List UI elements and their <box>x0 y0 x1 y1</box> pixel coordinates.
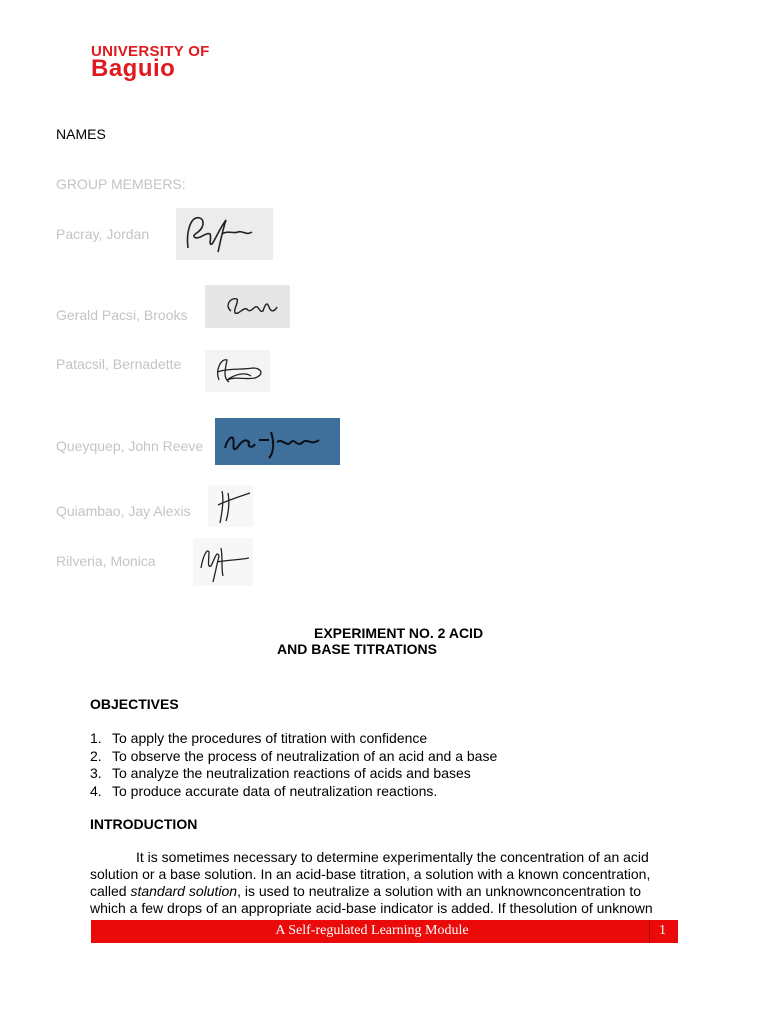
objectives-list <box>90 730 497 800</box>
italic-term: standard solution <box>130 883 238 899</box>
footer-divider <box>649 920 650 943</box>
objectives-heading: OBJECTIVES <box>90 696 179 712</box>
signature-image <box>215 418 340 465</box>
signature-image <box>205 285 290 328</box>
signature-image <box>176 208 273 260</box>
member-name: Queyquep, John Reeve <box>56 438 204 454</box>
member-name: Gerald Pacsi, Brooks <box>56 307 188 323</box>
member-name: Quiambao, Jay Alexis <box>56 503 191 519</box>
footer-text: A Self-regulated Learning Module <box>275 923 469 938</box>
list-item: 4. To produce accurate data of neutralization reactions. <box>90 782 438 799</box>
list-item: 3. To analyze the neutralization reactions of acids and bases <box>90 765 471 781</box>
university-logo-line1: UNIVERSITY OF <box>91 43 210 60</box>
member-name: Pacray, Jordan <box>56 226 150 242</box>
footer-bar <box>91 920 678 943</box>
list-item: 1. To apply the procedures of titration with confidence <box>90 730 428 746</box>
experiment-title-line2: AND BASE TITRATIONS <box>277 641 437 657</box>
names-label: NAMES <box>56 126 106 142</box>
signature-image <box>193 538 253 586</box>
group-members-label: GROUP MEMBERS: <box>56 176 186 192</box>
introduction-heading: INTRODUCTION <box>90 816 198 832</box>
list-item: 2. To observe the process of neutralization of an acid and a base <box>90 747 498 764</box>
university-logo-line2: Baguio <box>91 55 176 82</box>
page-number: 1 <box>659 923 666 938</box>
member-name: Rilveria, Monica <box>56 553 156 569</box>
signature-image <box>205 350 270 392</box>
experiment-title-line1: EXPERIMENT NO. 2 ACID <box>314 625 484 641</box>
introduction-paragraph: It is sometimes necessary to determine experimentally the concentration of an acid solution or a base solution. In an acid-base titration, a solution with a known concentration, called standard solution, is used to neutralize a solution with an unknownconcentration to which a few drops of an appropriate acid-base indicator is added. If thesolution of unknown <box>90 849 653 916</box>
member-name: Patacsil, Bernadette <box>56 356 182 372</box>
signature-image <box>208 485 253 527</box>
